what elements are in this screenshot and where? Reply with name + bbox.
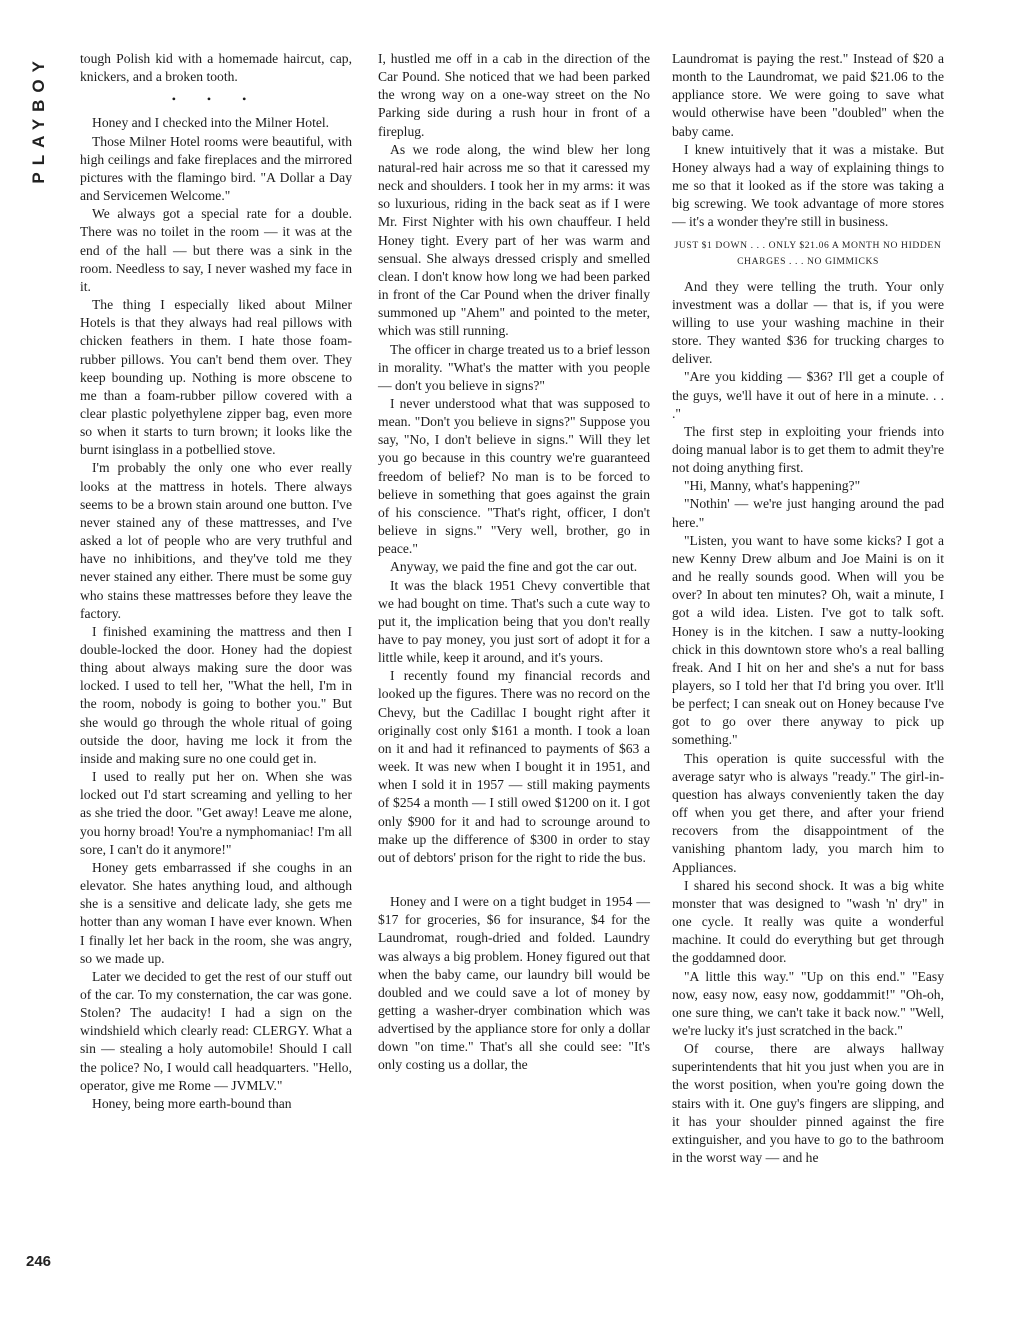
body-paragraph: Of course, there are always hallway superintendents that hit you just when you are in the worst position, when you're going down the stairs with it. One guy's fingers are slipping, and it has your shoulder pinned against the fire extinguisher, and you have to go to the bathroom in the worst way — and he <box>672 1041 944 1166</box>
page-number: 246 <box>26 1253 52 1270</box>
body-paragraph: I finished examining the mattress and then I double-locked the door. Honey had the dopiest thing about always making sure the door was locked. I used to tell her, "What the hell, I'm in the room, nobody is going to bother you." But she would go through the whole ritual of going outside the door, having me lock it from the inside and making sure no one could get in. <box>80 623 352 766</box>
body-paragraph: I never understood what that was supposed to mean. "Don't you believe in signs?" Suppose you say, "No, I don't believe in signs." Will they let you go because in this country we're guaranteed freedom of belief? No man is to be forced to believe in something that goes against the grain of his conscience. "That's right, officer, I don't believe in signs." "Very well, brother, go in peace." <box>378 395 650 557</box>
body-paragraph: Those Milner Hotel rooms were beautiful, with high ceilings and fake fireplaces and the mirrored pictures with the flamingo bird. "A Dollar a Day and Servicemen Welcome." <box>80 133 352 204</box>
body-paragraph: The first step in exploiting your friends into doing manual labor is to get them to admit they're not doing anything first. <box>672 423 944 476</box>
body-paragraph: "A little this way." "Up on this end." "Easy now, easy now, easy now, goddammit!" "Oh-oh, one sure thing, we can't take it back now." "Well, we're lucky it's just scratched in the back." <box>672 968 944 1038</box>
text-column-2 <box>378 50 650 1075</box>
masthead-text: PLAYBOY <box>29 54 48 184</box>
body-paragraph: tough Polish kid with a homemade haircut, cap, knickers, and a broken tooth. <box>80 51 352 85</box>
body-paragraph: I, hustled me off in a cab in the direction of the Car Pound. She noticed that we had been parked the wrong way on a one-way street on the No Parking side during a rush hour in front of a fireplug. <box>378 51 650 139</box>
body-paragraph: "Hi, Manny, what's happening?" <box>684 478 861 494</box>
text-column-3 <box>672 50 944 1167</box>
body-paragraph: Honey gets embarrassed if she coughs in an elevator. She hates anything loud, and although she is a sensitive and delicate lady, she gets me hotter than any woman I have ever known. When I finally let her back in the room, she was angry, so we made up. <box>80 859 352 966</box>
body-paragraph: Anyway, we paid the fine and got the car out. <box>390 559 638 575</box>
body-paragraph: I recently found my financial records and looked up the figures. There was no record on the Chevy, but the Cadillac I bought right after it originally cost only $161 a month. I took a loan on it and had it refinanced to payments of $63 a week. It was new when I bought it in 1951, and when I sold it in 1957 — still making payments of $254 a month — I still owed $1200 on it. I got only $900 for it and had to scrounge around to make up the difference of $300 in order to stay out of debtors' prison for the right to ride the bus. <box>378 668 650 865</box>
ad-slogan-heading: JUST $1 DOWN . . . ONLY $21.06 A MONTH NO HIDDEN CHARGES . . . NO GIMMICKS <box>674 239 942 267</box>
body-paragraph: This operation is quite successful with the average satyr who is always "ready." The girl-in-question has always conveniently taken the day off when you get there, and after your friend recovers from the disappointment of the vanishing phantom lady, you march him to Appliances. <box>672 750 944 875</box>
body-paragraph: We always got a special rate for a double. There was no toilet in the room — it was at the end of the hall — but there was a sink in the room. Needless to say, I never washed my face in it. <box>80 206 352 294</box>
body-paragraph: "Are you kidding — $36? I'll get a couple of the guys, we'll have it out of here in a minute. . . ." <box>672 369 944 421</box>
body-paragraph: I used to really put her on. When she was locked out I'd start screaming and yelling to her as she tried the door. "Get away! Leave me alone, you horny broad! You're a nymphomaniac! I'm all sore, I can't do it anymore!" <box>80 769 352 857</box>
body-paragraph: Honey and I were on a tight budget in 1954 — $17 for groceries, $6 for insurance, $4 for the Laundromat, rough-dried and folded. Laundry was always a big problem. Honey figured out that when the baby came, our laundry bill would be doubled and we could save a lot of money by getting a washer-dryer combination which was advertised by the appliance store for only a dollar down "on time." That's all she could see: "It's only costing us a dollar, the <box>378 894 650 1073</box>
magazine-masthead <box>26 54 52 234</box>
body-paragraph: The thing I especially liked about Milner Hotels is that they always had real pillows with chicken feathers in them. I hate those foam-rubber pillows. You can't bend them over. They keep bounding up. Nothing is more obscene to me than a foam-rubber pillow covered with a clear plastic polyethylene zipper bag, even more so when it starts to turn brown; it looks like the burnt isinglass in a potbellied stove. <box>80 297 352 458</box>
body-paragraph: Later we decided to get the rest of our stuff out of the car. To my consternation, the car was gone. Stolen? The audacity! I had a sign on the windshield which clearly read: CLERGY. What a sin — stealing a holy automobile! Should I call the police? No, I would call headquarters. "Hello, operator, give me Rome — JVMLV." <box>80 968 352 1093</box>
text-column-1 <box>80 50 352 1113</box>
body-paragraph: Honey and I checked into the Milner Hotel. <box>92 115 330 131</box>
body-paragraph: "Listen, you want to have some kicks? I got a new Kenny Drew album and Joe Maini is on it and he really sounds good. When will you be over? In about ten minutes? Oh, wait a minute, I got a wild idea. Listen. I've got to talk soft. Honey is in the kitchen. I saw a nutty-looking chick in this downtown store who's a real balling freak. And I hit on her and she's a nut for bass players, so I told her that I'd bring you over. It'll be perfect; I can sneak out on Honey because I've got to go over there anyway to pick up something." <box>672 532 944 748</box>
body-paragraph: As we rode along, the wind blew her long natural-red hair across me so that it caressed my neck and shoulders. I took her in my arms: it was so luxurious, riding in the back seat as if I were Mr. First Nighter with his own chauffeur. I held Honey tight. Every part of her was warm and sensual. She always dressed crisply and smelled clean. I don't know how long we had been parked in front of the Car Pound when the driver finally summoned up "Ahem" and pointed to the meter, which was still running. <box>378 141 650 339</box>
body-paragraph: I'm probably the only one who ever really looks at the mattress in hotels. There always seems to be a brown stain around one button. I've never stained any of these mattresses, and I've asked a lot of people who are very truthful and have no inhibitions, and they've told me they never stained any either. There must be some guy who stains these mattresses before they leave the factory. <box>80 460 352 621</box>
body-paragraph: "Nothin' — we're just hanging around the pad here." <box>672 496 944 530</box>
body-paragraph: Honey, being more earth-bound than <box>92 1095 292 1111</box>
body-paragraph: It was the black 1951 Chevy convertible that we had bought on time. That's such a cute way to put it, the implication being that you don't really have to pay money, you just sort of adopt it for a little while, keep it around, and it's yours. <box>378 577 650 666</box>
section-break-ornament: • • • <box>171 92 261 107</box>
body-paragraph: I shared his second shock. It was a big white monster that was designed to "wash 'n' dry" in one cycle. It really was quite a wonderful machine. It could do everything but get through the goddamned door. <box>672 877 944 966</box>
body-paragraph: And they were telling the truth. Your only investment was a dollar — that is, if you were willing to use your washing machine in their store. They wanted $36 for trucking charges to deliver. <box>672 278 944 367</box>
body-paragraph: Laundromat is paying the rest." Instead of $20 a month to the Laundromat, we paid $21.06 to the appliance store. We were going to save what would otherwise have been "doubled" when the baby came. <box>672 51 944 139</box>
body-paragraph: The officer in charge treated us to a brief lesson in morality. "What's the matter with you people — don't you believe in signs?" <box>378 341 650 393</box>
body-paragraph: I knew intuitively that it was a mistake. But Honey always had a way of explaining things to me so that it looked as if the store was taking a big screwing. We took advantage of more stores — it's a wonder they're still in business. <box>672 141 944 230</box>
